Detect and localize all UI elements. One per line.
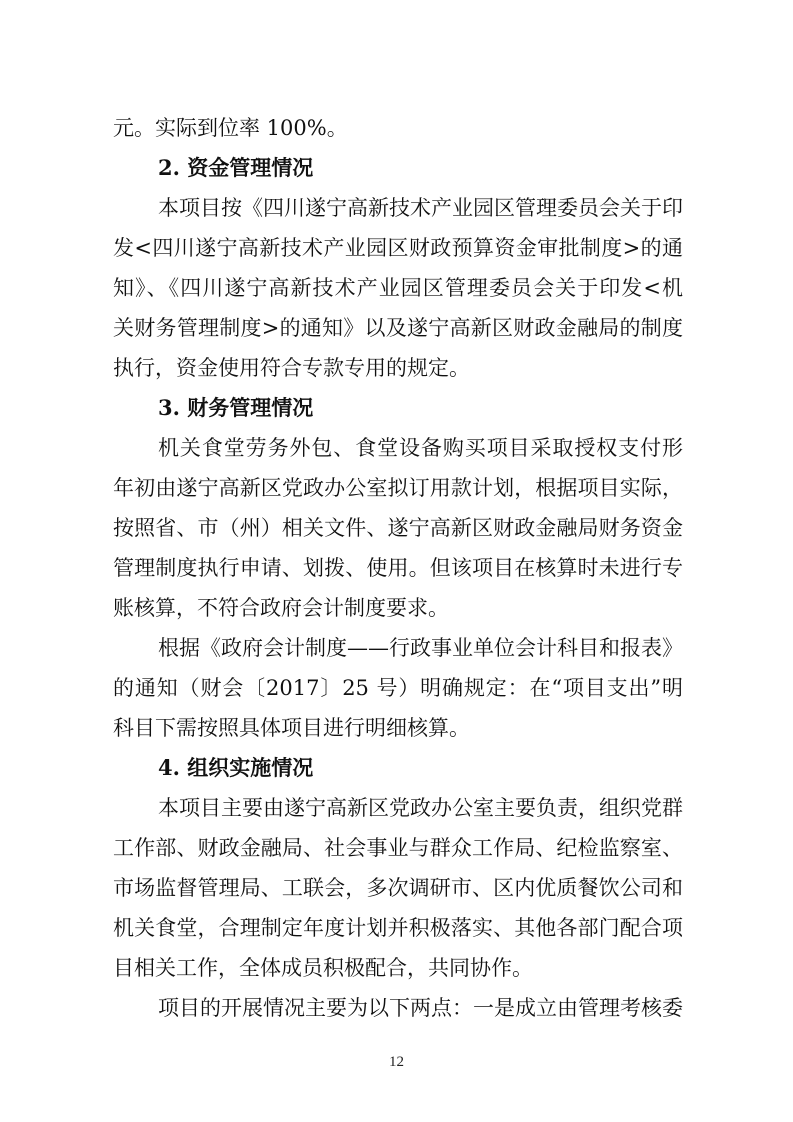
body-text: [113, 108, 683, 1028]
paragraph-line: 知》、《四川遂宁高新技术产业园区管理委员会关于印发<机: [113, 276, 683, 300]
page-number: 12: [389, 1054, 404, 1070]
paragraph-line: 本项目按《四川遂宁高新技术产业园区管理委员会关于印: [158, 196, 683, 220]
paragraph-line: 发<四川遂宁高新技术产业园区财政预算资金审批制度>的通: [113, 236, 683, 260]
section-heading: 3. 财务管理情况: [158, 395, 314, 420]
paragraph-line: 按照省、市（州）相关文件、遂宁高新区财政金融局财务资金: [113, 516, 683, 540]
section-heading: 2. 资金管理情况: [158, 155, 314, 180]
paragraph-line: 目相关工作，全体成员积极配合，共同协作。: [113, 956, 533, 980]
paragraph-line: 市场监督管理局、工联会，多次调研市、区内优质餐饮公司和: [113, 876, 683, 900]
paragraph-line: 机关食堂劳务外包、食堂设备购买项目采取授权支付形: [158, 436, 683, 460]
paragraph-line: 工作部、财政金融局、社会事业与群众工作局、纪检监察室、: [113, 836, 683, 860]
paragraph-line: 机关食堂，合理制定年度计划并积极落实、其他各部门配合项: [113, 916, 683, 940]
paragraph-line: 账核算，不符合政府会计制度要求。: [113, 596, 449, 620]
paragraph-line: 本项目主要由遂宁高新区党政办公室主要负责，组织党群: [158, 796, 683, 820]
paragraph-line: 的通知（财会〔2017〕25 号）明确规定：在“项目支出”明: [113, 676, 683, 700]
section-heading: 4. 组织实施情况: [158, 755, 314, 780]
paragraph-line: 管理制度执行申请、划拨、使用。但该项目在核算时未进行专: [113, 556, 683, 580]
paragraph-line: 科目下需按照具体项目进行明细核算。: [113, 716, 470, 740]
paragraph-line: 年初由遂宁高新区党政办公室拟订用款计划，根据项目实际，: [113, 476, 683, 500]
paragraph-line: 项目的开展情况主要为以下两点：一是成立由管理考核委: [158, 996, 683, 1020]
paragraph-line: 根据《政府会计制度——行政事业单位会计科目和报表》: [158, 636, 683, 660]
paragraph-line: 执行，资金使用符合专款专用的规定。: [113, 356, 470, 380]
paragraph-line: 元。实际到位率 100%。: [113, 116, 348, 140]
paragraph-line: 关财务管理制度>的通知》以及遂宁高新区财政金融局的制度: [113, 316, 683, 340]
